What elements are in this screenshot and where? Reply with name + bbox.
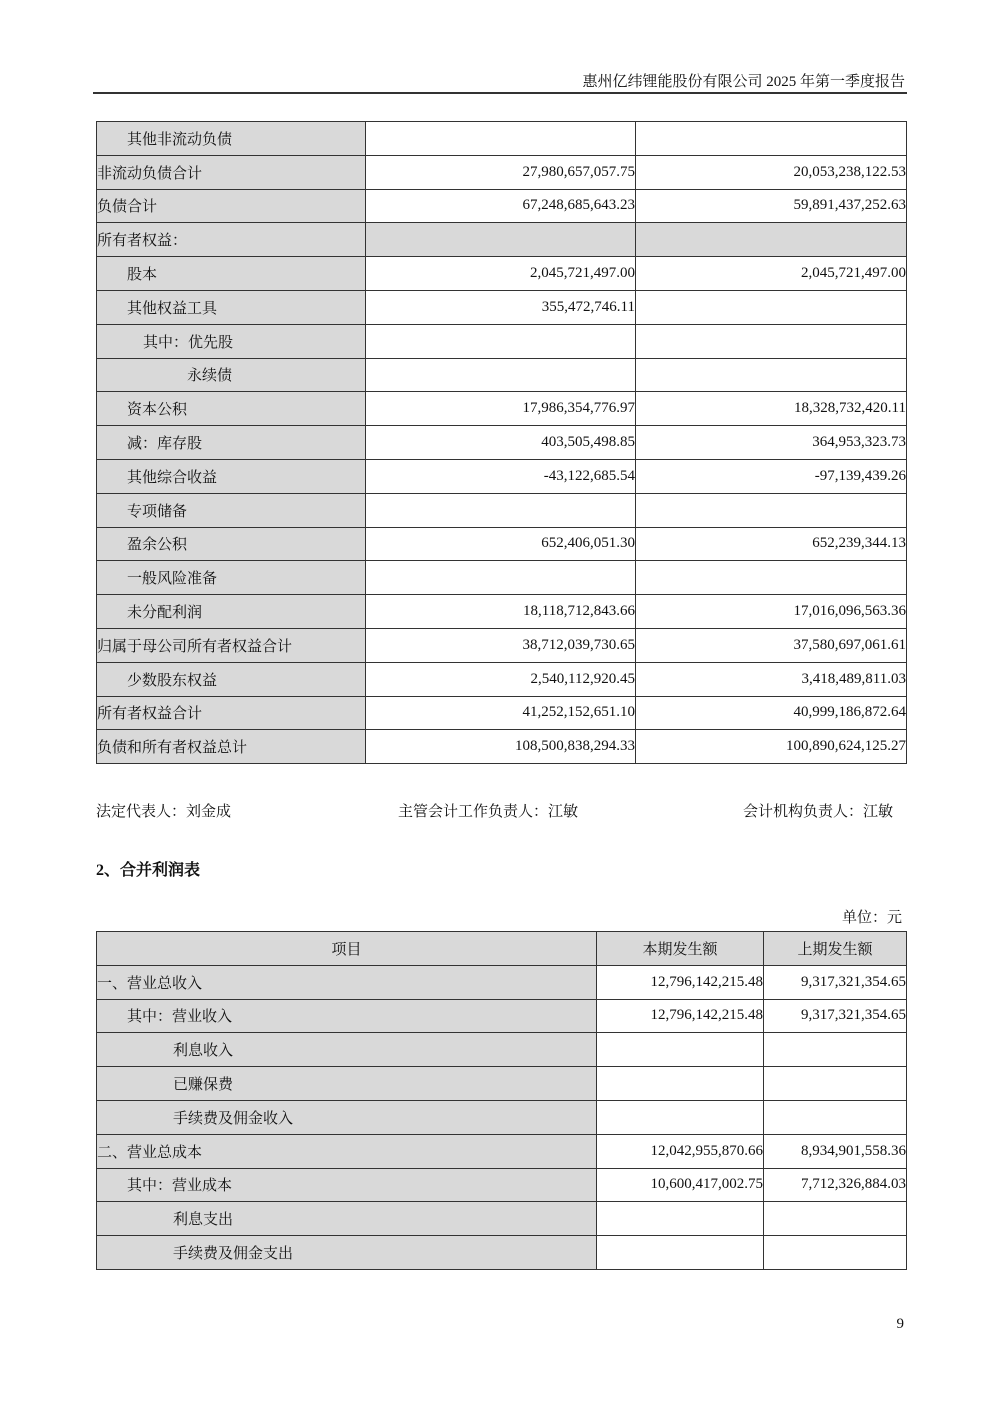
row-label: 所有者权益： [97,223,366,257]
row-label: 归属于母公司所有者权益合计 [97,628,366,662]
prior-period-value: 364,953,323.73 [636,426,907,460]
row-label: 专项储备 [97,493,366,527]
row-label: 一般风险准备 [97,561,366,595]
column-header: 上期发生额 [764,932,907,966]
row-label: 二、营业总成本 [97,1134,597,1168]
current-period-value [597,1202,764,1236]
row-label: 少数股东权益 [97,662,366,696]
current-period-value [366,223,636,257]
prior-period-value [764,1236,907,1270]
row-label: 手续费及佣金支出 [97,1236,597,1270]
current-period-value: 10,600,417,002.75 [597,1168,764,1202]
row-label: 股本 [97,257,366,291]
prior-period-value [636,290,907,324]
prior-period-value: 59,891,437,252.63 [636,189,907,223]
current-period-value: 18,118,712,843.66 [366,595,636,629]
prior-period-value: 18,328,732,420.11 [636,392,907,426]
table-row [97,1067,907,1101]
table-row [97,358,907,392]
row-label: 利息收入 [97,1033,597,1067]
prior-period-value: 20,053,238,122.53 [636,155,907,189]
table-row [97,1236,907,1270]
current-period-value: 27,980,657,057.75 [366,155,636,189]
current-period-value: 2,540,112,920.45 [366,662,636,696]
balance-sheet-table [96,121,907,764]
prior-period-value: 17,016,096,563.36 [636,595,907,629]
legal-representative: 法定代表人：刘金成 [96,804,232,820]
current-period-value: 12,796,142,215.48 [597,999,764,1033]
table-row [97,965,907,999]
row-label: 其中：优先股 [97,324,366,358]
current-period-value: 108,500,838,294.33 [366,730,636,764]
table-row [97,662,907,696]
current-period-value [366,493,636,527]
current-period-value: 355,472,746.11 [366,290,636,324]
current-period-value [597,1033,764,1067]
prior-period-value [636,358,907,392]
row-label: 负债和所有者权益总计 [97,730,366,764]
prior-period-value: 9,317,321,354.65 [764,965,907,999]
row-label: 负债合计 [97,189,366,223]
row-label: 资本公积 [97,392,366,426]
table-row [97,493,907,527]
unit-label: 单位：元 [841,910,902,926]
table-row [97,1134,907,1168]
current-period-value [366,358,636,392]
row-label: 其中：营业收入 [97,999,597,1033]
prior-period-value [636,324,907,358]
table-row [97,628,907,662]
table-row [97,324,907,358]
row-label: 未分配利润 [97,595,366,629]
prior-period-value [636,493,907,527]
current-period-value: 17,986,354,776.97 [366,392,636,426]
prior-period-value: 40,999,186,872.64 [636,696,907,730]
current-period-value: 67,248,685,643.23 [366,189,636,223]
row-label: 其他综合收益 [97,459,366,493]
table-row [97,999,907,1033]
table-row [97,155,907,189]
table-row [97,290,907,324]
row-label: 其他非流动负债 [97,122,366,156]
report-header: 惠州亿纬锂能股份有限公司 2025 年第一季度报告 [582,74,905,90]
table-row [97,122,907,156]
prior-period-value [636,122,907,156]
prior-period-value: 9,317,321,354.65 [764,999,907,1033]
table-row [97,257,907,291]
prior-period-value [764,1202,907,1236]
row-label: 减：库存股 [97,426,366,460]
current-period-value: 41,252,152,651.10 [366,696,636,730]
table-header-row [97,932,907,966]
table-row [97,1100,907,1134]
prior-period-value: 8,934,901,558.36 [764,1134,907,1168]
table-row [97,223,907,257]
table-row [97,392,907,426]
current-period-value: 652,406,051.30 [366,527,636,561]
current-period-value: 2,045,721,497.00 [366,257,636,291]
prior-period-value [636,223,907,257]
row-label: 永续债 [97,358,366,392]
prior-period-value: 2,045,721,497.00 [636,257,907,291]
page-number: 9 [896,1316,904,1332]
current-period-value: 38,712,039,730.65 [366,628,636,662]
table-row [97,696,907,730]
table-row [97,1202,907,1236]
column-header: 本期发生额 [597,932,764,966]
current-period-value: 12,042,955,870.66 [597,1134,764,1168]
row-label: 一、营业总收入 [97,965,597,999]
accounting-org-head: 会计机构负责人：江敏 [743,804,894,820]
current-period-value: -43,122,685.54 [366,459,636,493]
row-label: 利息支出 [97,1202,597,1236]
prior-period-value [764,1100,907,1134]
current-period-value [597,1067,764,1101]
prior-period-value [764,1033,907,1067]
current-period-value [366,324,636,358]
row-label: 手续费及佣金收入 [97,1100,597,1134]
current-period-value [597,1236,764,1270]
header-divider [93,92,907,94]
prior-period-value: 37,580,697,061.61 [636,628,907,662]
table-row [97,1168,907,1202]
row-label: 非流动负债合计 [97,155,366,189]
section-title: 2、合并利润表 [96,862,201,879]
current-period-value [597,1100,764,1134]
current-period-value: 403,505,498.85 [366,426,636,460]
row-label: 已赚保费 [97,1067,597,1101]
income-statement-table [96,931,907,1270]
current-period-value [366,561,636,595]
row-label: 盈余公积 [97,527,366,561]
accounting-head: 主管会计工作负责人：江敏 [398,804,579,820]
current-period-value [366,122,636,156]
prior-period-value: 3,418,489,811.03 [636,662,907,696]
table-row [97,595,907,629]
table-row [97,1033,907,1067]
column-header: 项目 [97,932,597,966]
prior-period-value: 652,239,344.13 [636,527,907,561]
prior-period-value [636,561,907,595]
prior-period-value [764,1067,907,1101]
table-row [97,730,907,764]
table-row [97,426,907,460]
prior-period-value: 7,712,326,884.03 [764,1168,907,1202]
prior-period-value: 100,890,624,125.27 [636,730,907,764]
current-period-value: 12,796,142,215.48 [597,965,764,999]
table-row [97,561,907,595]
table-row [97,459,907,493]
table-row [97,189,907,223]
row-label: 其中：营业成本 [97,1168,597,1202]
prior-period-value: -97,139,439.26 [636,459,907,493]
row-label: 其他权益工具 [97,290,366,324]
table-row [97,527,907,561]
row-label: 所有者权益合计 [97,696,366,730]
